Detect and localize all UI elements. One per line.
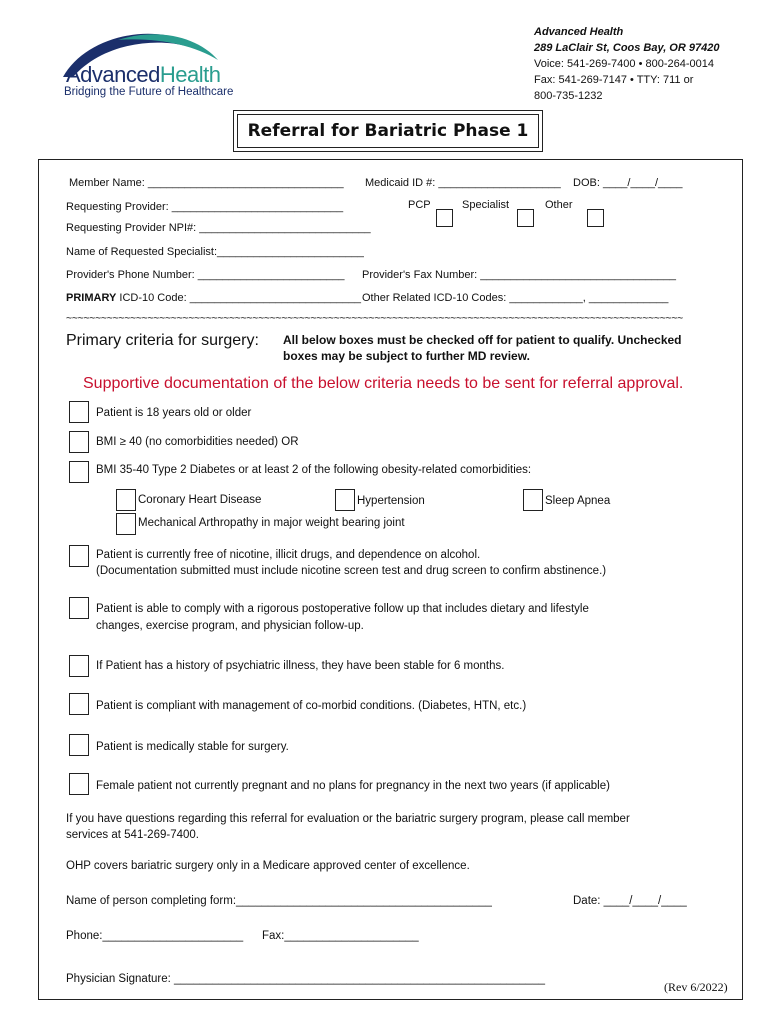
logo-tagline: Bridging the Future of Healthcare bbox=[64, 86, 234, 98]
form-title: Referral for Bariatric Phase 1 bbox=[237, 114, 539, 148]
org-fax-tty: Fax: 541-269-7147 • TTY: 711 or bbox=[534, 74, 694, 86]
sleep-apnea-criterion: Sleep Apnea bbox=[545, 495, 611, 507]
org-voice: Voice: 541-269-7400 • 800-264-0014 bbox=[534, 58, 714, 70]
primary-icd-field[interactable] bbox=[66, 292, 361, 304]
provider-phone-field[interactable]: Provider's Phone Number: ________________________ bbox=[66, 269, 345, 281]
followup-criterion-line2: changes, exercise program, and physician follow-up. bbox=[96, 620, 364, 632]
org-address: 289 LaClair St, Coos Bay, OR 97420 bbox=[534, 42, 720, 54]
physician-signature-field[interactable]: Physician Signature: __________________________________________________________ bbox=[66, 973, 545, 985]
compliant-checkbox[interactable] bbox=[69, 693, 89, 715]
chd-checkbox[interactable] bbox=[116, 489, 136, 511]
age-checkbox[interactable] bbox=[69, 401, 89, 423]
org-tty-number: 800-735-1232 bbox=[534, 90, 603, 102]
name-completing-field[interactable]: Name of person completing form:________________________________________ bbox=[66, 895, 492, 907]
criteria-heading: Primary criteria for surgery: bbox=[66, 332, 259, 349]
phone-field[interactable]: Phone:______________________ bbox=[66, 930, 244, 942]
nicotine-criterion-line2: (Documentation submitted must include nicotine screen test and drug screen to confirm abstinence.) bbox=[96, 565, 607, 577]
logo-advanced-text: Advanced bbox=[66, 62, 160, 87]
requesting-provider-field[interactable]: Requesting Provider: ____________________________ bbox=[66, 201, 344, 213]
psych-criterion: If Patient has a history of psychiatric illness, they have been stable for 6 months. bbox=[96, 660, 505, 672]
medicaid-id-field[interactable]: Medicaid ID #: ____________________ bbox=[365, 177, 561, 189]
other-checkbox[interactable] bbox=[587, 209, 604, 227]
arthropathy-checkbox[interactable] bbox=[116, 513, 136, 535]
bmi35-checkbox[interactable] bbox=[69, 461, 89, 483]
provider-npi-field[interactable]: Requesting Provider NPI#: ____________________________ bbox=[66, 222, 371, 234]
questions-line1: If you have questions regarding this referral for evaluation or the bariatric surgery program, please call member bbox=[66, 813, 630, 825]
requested-specialist-field[interactable]: Name of Requested Specialist:________________________ bbox=[66, 246, 364, 258]
htn-checkbox[interactable] bbox=[335, 489, 355, 511]
logo-health-text: Health bbox=[159, 62, 221, 87]
chd-criterion: Coronary Heart Disease bbox=[138, 494, 262, 506]
completion-date-field[interactable]: Date: ____/____/____ bbox=[573, 895, 687, 907]
sleep-apnea-checkbox[interactable] bbox=[523, 489, 543, 511]
pcp-checkbox[interactable] bbox=[436, 209, 453, 227]
psych-checkbox[interactable] bbox=[69, 655, 89, 677]
criteria-note: All below boxes must be checked off for patient to qualify. Unchecked boxes may be subject to further MD review. bbox=[283, 333, 682, 363]
supportive-documentation-note: Supportive documentation of the below criteria needs to be sent for referral approval. bbox=[83, 375, 684, 392]
bmi40-checkbox[interactable] bbox=[69, 431, 89, 453]
member-name-field[interactable]: Member Name: ________________________________ bbox=[69, 177, 344, 189]
nicotine-checkbox[interactable] bbox=[69, 545, 89, 567]
other-icd-field[interactable]: Other Related ICD-10 Codes: ____________, _____________ bbox=[362, 292, 669, 304]
logo-wordmark bbox=[66, 62, 220, 88]
dob-field[interactable]: DOB: ____/____/____ bbox=[573, 177, 683, 189]
nicotine-criterion-line1: Patient is currently free of nicotine, illicit drugs, and dependence on alcohol. bbox=[96, 549, 481, 561]
icd-code-label: ICD-10 Code: ____________________________ bbox=[119, 292, 361, 304]
arthropathy-criterion: Mechanical Arthropathy in major weight bearing joint bbox=[138, 517, 405, 529]
specialist-label: Specialist bbox=[462, 199, 510, 211]
followup-criterion-line1: Patient is able to comply with a rigorous postoperative follow up that includes dietary and lifestyle bbox=[96, 603, 589, 615]
form-frame bbox=[38, 159, 743, 1000]
followup-checkbox[interactable] bbox=[69, 597, 89, 619]
htn-criterion: Hypertension bbox=[357, 495, 425, 507]
pregnancy-criterion: Female patient not currently pregnant and no plans for pregnancy in the next two years (if applicable) bbox=[96, 780, 610, 792]
stable-criterion: Patient is medically stable for surgery. bbox=[96, 741, 289, 753]
pcp-label: PCP bbox=[408, 199, 431, 211]
ohp-note: OHP covers bariatric surgery only in a Medicare approved center of excellence. bbox=[66, 860, 470, 872]
stable-checkbox[interactable] bbox=[69, 734, 89, 756]
age-criterion: Patient is 18 years old or older bbox=[96, 407, 252, 419]
bmi35-criterion: BMI 35-40 Type 2 Diabetes or at least 2 of the following obesity-related comorbidities: bbox=[96, 464, 532, 476]
tilde-separator: ~~~~~~~~~~~~~~~~~~~~~~~~~~~~~~~~~~~~~~~~~~~~~~~~~~~~~~~~~~~~~~~~~~~~~~~~~~~~~~~~~~~~~~~~~~~~~~~~~~~~~~~~~~ bbox=[66, 313, 683, 324]
fax-field[interactable]: Fax:_____________________ bbox=[262, 930, 419, 942]
revision-date: (Rev 6/2022) bbox=[664, 980, 728, 994]
bmi40-criterion: BMI ≥ 40 (no comorbidities needed) OR bbox=[96, 436, 299, 448]
form-title-box bbox=[233, 110, 543, 152]
other-label: Other bbox=[545, 199, 573, 211]
compliant-criterion: Patient is compliant with management of co-morbid conditions. (Diabetes, HTN, etc.) bbox=[96, 700, 527, 712]
specialist-checkbox[interactable] bbox=[517, 209, 534, 227]
provider-fax-field[interactable]: Provider's Fax Number: ________________________________ bbox=[362, 269, 677, 281]
primary-label: PRIMARY bbox=[66, 292, 117, 304]
questions-line2: services at 541-269-7400. bbox=[66, 829, 199, 841]
org-name: Advanced Health bbox=[534, 26, 624, 38]
advanced-health-logo bbox=[58, 22, 268, 102]
pregnancy-checkbox[interactable] bbox=[69, 773, 89, 795]
